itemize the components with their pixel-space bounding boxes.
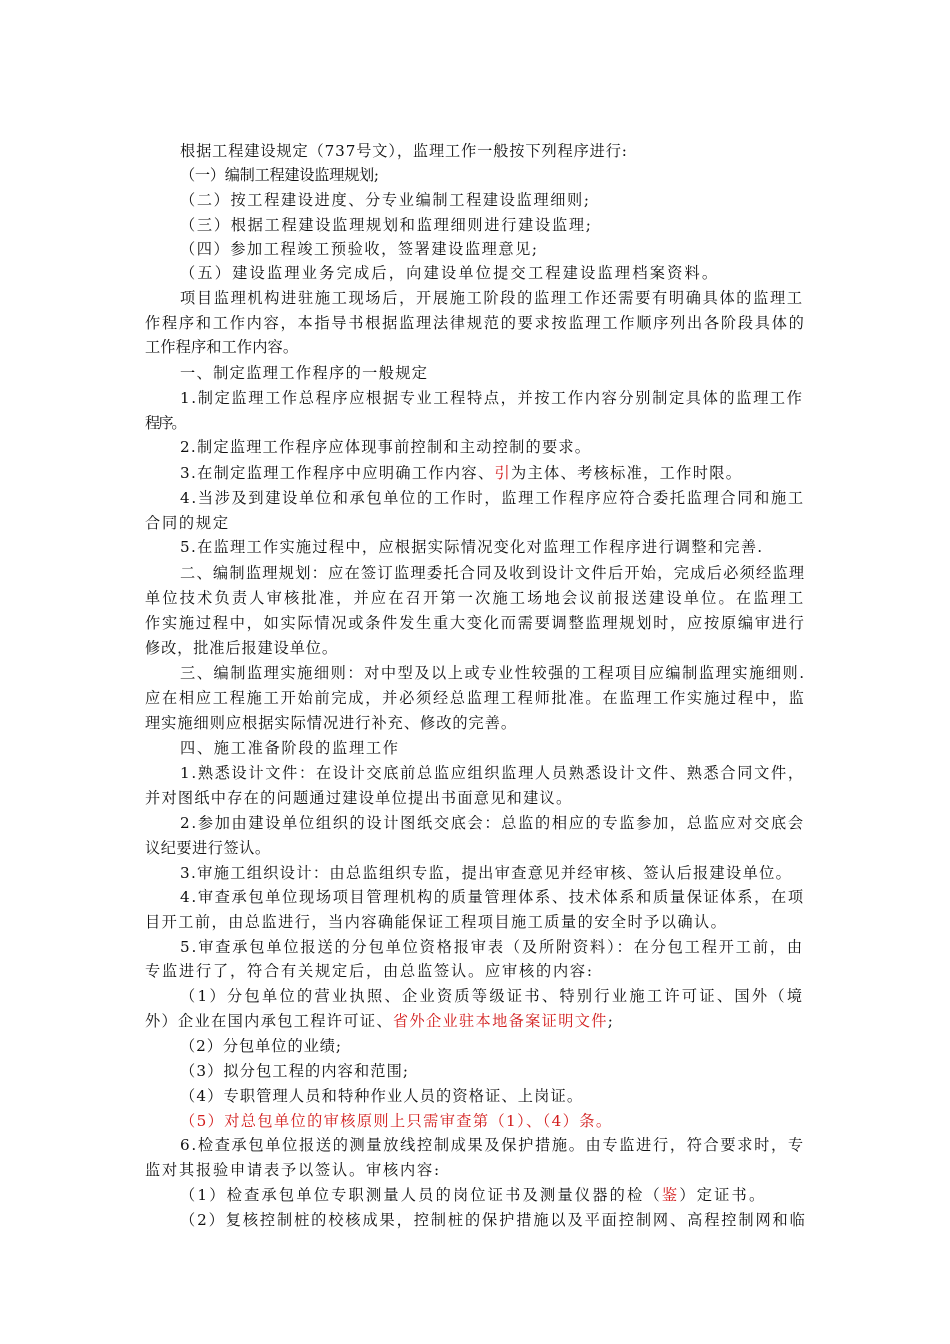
text-line: （三）根据工程建设监理规划和监理细则进行建设监理; — [180, 216, 593, 234]
highlighted-text: 鉴 — [661, 1186, 680, 1204]
text-line: 修改，批准后报建设单位。 — [145, 639, 338, 657]
text-line: 程序。 — [145, 414, 185, 432]
text-line: 4.审查承包单位现场项目管理机构的质量管理体系、技术体系和质量保证体系，在项 — [180, 888, 805, 906]
text-segment: ; — [607, 1012, 615, 1030]
text-line: 2.参加由建设单位组织的设计图纸交底会：总监的相应的专监参加，总监应对交底会 — [180, 814, 805, 832]
text-line: 一、制定监理工作程序的一般规定 — [180, 364, 429, 382]
text-line: （五）建设监理业务完成后，向建设单位提交工程建设监理档案资料。 — [180, 264, 720, 282]
text-line: （1）分包单位的营业执照、企业资质等级证书、特别行业施工许可证、国外（境 — [180, 987, 805, 1005]
text-line: 单位技术负责人审核批准，并应在召开第一次施工场地会议前报送建设单位。在监理工 — [145, 589, 806, 607]
text-line: （2）分包单位的业绩; — [180, 1037, 342, 1055]
text-segment: ）定证书。 — [679, 1186, 767, 1204]
text-line: 四、施工准备阶段的监理工作 — [180, 739, 400, 757]
text-line: （一）编制工程建设监理规划; — [180, 166, 379, 184]
text-line: 6.检查承包单位报送的测量放线控制成果及保护措施。由专监进行，符合要求时，专 — [180, 1136, 805, 1154]
text-line: 1.制定监理工作总程序应根据专业工程特点，并按工作内容分别制定具体的监理工作 — [180, 389, 804, 407]
text-segment: 3.在制定监理工作程序中应明确工作内容、 — [180, 464, 495, 482]
text-line: （2）复核控制桩的校核成果，控制桩的保护措施以及平面控制网、高程控制网和临 — [180, 1211, 807, 1229]
text-line: 理实施细则应根据实际情况进行补充、修改的完善。 — [145, 714, 518, 732]
text-line: （四）参加工程竣工预验收，签署建设监理意见; — [180, 240, 539, 258]
text-line — [145, 1014, 614, 1029]
text-line: 根据工程建设规定（737号文），监理工作一般按下列程序进行: — [180, 142, 628, 160]
text-line — [180, 466, 742, 481]
text-line: 应在相应工程施工开始前完成，并必须经总监理工程师批准。在监理工作实施过程中，监 — [145, 689, 806, 707]
text-line: 3.审施工组织设计：由总监组织专监，提出审查意见并经审核、签认后报建设单位。 — [180, 864, 793, 882]
text-line: 1.熟悉设计文件：在设计交底前总监应组织监理人员熟悉设计文件、熟悉合同文件， — [180, 764, 805, 782]
text-line: 作实施过程中，如实际情况或条件发生重大变化而需要调整监理规划时，应按原编审进行 — [145, 614, 806, 632]
highlighted-text: 省外企业驻本地备案证明文件 — [392, 1012, 608, 1030]
text-line: 5.在监理工作实施过程中，应根据实际情况变化对监理工作程序进行调整和完善. — [180, 538, 764, 556]
text-line: 议纪要进行签认。 — [145, 839, 271, 857]
text-line: 目开工前，由总监进行，当内容确能保证工程项目施工质量的安全时予以确认。 — [145, 913, 728, 931]
text-line: 4.当涉及到建设单位和承包单位的工作时，监理工作程序应符合委托监理合同和施工 — [180, 489, 805, 507]
text-line: （3）拟分包工程的内容和范围; — [180, 1062, 410, 1080]
highlighted-text: 引 — [494, 464, 511, 482]
text-segment: （1）检查承包单位专职测量人员的岗位证书及测量仪器的检（ — [180, 1186, 662, 1204]
text-line: （二）按工程建设进度、分专业编制工程建设监理细则; — [180, 191, 591, 209]
text-line — [180, 1188, 766, 1203]
text-line: 5.审查承包单位报送的分包单位资格报审表（及所附资料）：在分包工程开工前，由 — [180, 938, 804, 956]
text-line: （4）专职管理人员和特种作业人员的资格证、上岗证。 — [180, 1087, 584, 1105]
text-line: 二、编制监理规划：应在签订监理委托合同及收到设计文件后开始，完成后必须经监理 — [180, 564, 806, 582]
text-line: 三、编制监理实施细则：对中型及以上或专业性较强的工程项目应编制监理实施细则. — [180, 664, 806, 682]
text-line: 监对其报验申请表予以签认。审核内容: — [145, 1161, 441, 1179]
text-line: （5）对总包单位的审核原则上只需审查第（1）、（4）条。 — [180, 1112, 613, 1130]
text-line: 2.制定监理工作程序应体现事前控制和主动控制的要求。 — [180, 438, 592, 456]
text-line: 工作程序和工作内容。 — [145, 338, 299, 356]
text-line: 作程序和工作内容，本指导书根据监理法律规范的要求按监理工作顺序列出各阶段具体的 — [145, 314, 806, 332]
text-line: 合同的规定 — [145, 514, 230, 532]
text-segment: 外）企业在国内承包工程许可证、 — [145, 1012, 393, 1030]
text-line: 项目监理机构进驻施工现场后，开展施工阶段的监理工作还需要有明确具体的监理工 — [180, 289, 804, 307]
text-line: 专监进行了，符合有关规定后，由总监签认。应审核的内容: — [145, 962, 594, 980]
text-line: 并对图纸中存在的问题通过建设单位提出书面意见和建议。 — [145, 789, 573, 807]
text-segment: 为主体、考核标准，工作时限。 — [511, 464, 743, 482]
